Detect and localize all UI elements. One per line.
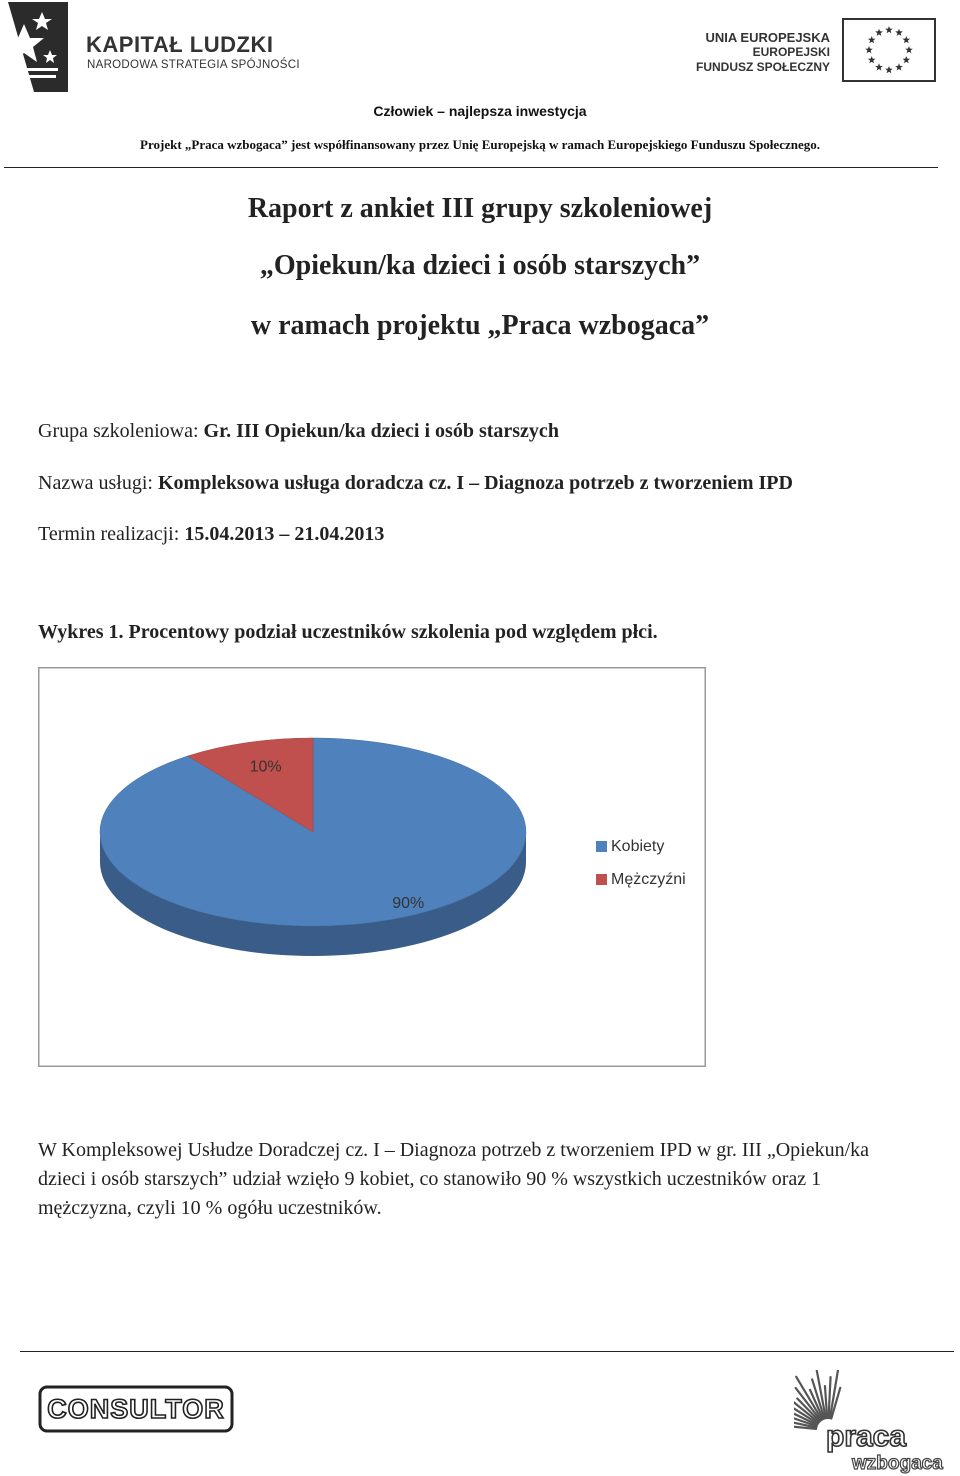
eu-flag-icon: [842, 18, 936, 82]
pie-data-label-1: 10%: [249, 758, 282, 776]
eu-logo-text: [696, 30, 830, 75]
footer-divider: [20, 1351, 954, 1352]
praca-wzbogaca-logo-icon: [794, 1370, 960, 1474]
slogan: Człowiek – najlepsza inwestycja: [373, 103, 587, 119]
report-title-line-1: Raport z ankiet III grupy szkoleniowej: [247, 193, 713, 224]
gender-pie-chart: [38, 667, 706, 1067]
svg-text:CONSULTOR: CONSULTOR: [47, 1394, 225, 1424]
group-value: Gr. III Opiekun/ka dzieci i osób starszych: [203, 420, 559, 442]
term-info: [38, 523, 384, 546]
legend-label-0: Kobiety: [611, 838, 665, 855]
eu-line-1: UNIA EUROPEJSKA: [705, 30, 830, 45]
summary-paragraph: W Kompleksowej Usłudze Doradczej cz. I – Diagnoza potrzeb z tworzeniem IPD w gr. III „Opiekun/ka dzieci i osób starszych” udział wzięło 9 kobiet, co stanowiło 90 % wszystkich uczestników oraz 1 mężczyzna, czyli 10 % ogółu uczestników.: [38, 1139, 870, 1219]
legend-swatch-1: [596, 874, 607, 885]
legend-swatch-0: [596, 841, 607, 852]
group-label: Grupa szkoleniowa:: [38, 420, 199, 442]
service-info: [38, 472, 793, 495]
eu-line-2: EUROPEJSKI: [752, 45, 830, 59]
group-info: [38, 420, 559, 443]
funding-note: Projekt „Praca wzbogaca” jest współfinansowany przez Unię Europejską w ramach Europejskiego Funduszu Społecznego.: [140, 137, 820, 152]
report-title-line-2: „Opiekun/ka dzieci i osób starszych”: [259, 250, 701, 281]
legend-label-1: Mężczyźni: [611, 871, 686, 888]
report-title-line-3: w ramach projektu „Praca wzbogaca”: [250, 310, 710, 341]
svg-text:praca: praca: [826, 1420, 907, 1453]
service-label: Nazwa usługi:: [38, 472, 153, 494]
header-divider: [4, 167, 938, 168]
kapital-ludzki-subtitle: NARODOWA STRATEGIA SPÓJNOŚCI: [87, 59, 300, 71]
eu-line-3: FUNDUSZ SPOŁECZNY: [695, 60, 830, 74]
term-label: Termin realizacji:: [38, 523, 180, 545]
term-value: 15.04.2013 – 21.04.2013: [184, 523, 385, 545]
service-value: Kompleksowa usługa doradcza cz. I – Diagnoza potrzeb z tworzeniem IPD: [157, 472, 793, 494]
chart-caption: Wykres 1. Procentowy podział uczestników szkolenia pod względem płci.: [38, 621, 658, 643]
kapital-ludzki-title: KAPITAŁ LUDZKI: [86, 32, 274, 57]
pie-data-label-0: 90%: [392, 895, 425, 913]
kapital-ludzki-logo-icon: [4, 2, 68, 92]
consultor-logo-icon: [38, 1385, 234, 1433]
svg-text:wzbogaca: wzbogaca: [852, 1453, 943, 1474]
